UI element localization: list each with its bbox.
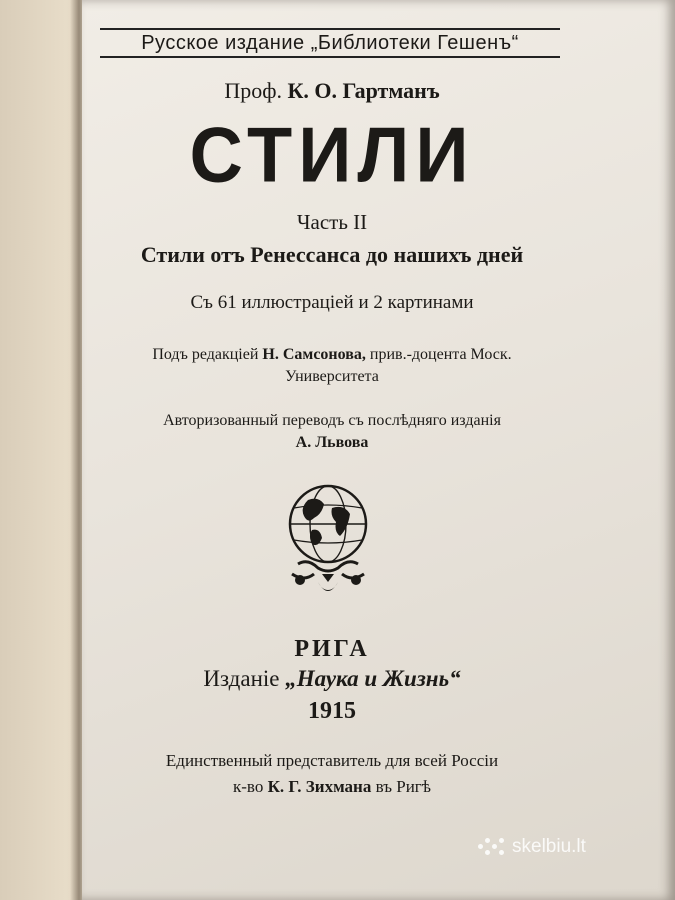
watermark-logo-icon	[478, 836, 506, 858]
series-banner	[100, 28, 560, 58]
publication-year: 1915	[308, 698, 356, 724]
author-name: К. О. Гартманъ	[287, 78, 440, 103]
translation-line: Авторизованный переводъ съ послѣдняго изданiя	[163, 412, 501, 429]
publisher-prefix: Изданiе	[203, 666, 280, 691]
series-text: Русское издание „Библиотеки Гешенъ“	[141, 31, 519, 54]
watermark-text: skelbiu.lt	[512, 836, 586, 857]
city: РИГА	[294, 636, 370, 662]
publisher-name: „Наука и Жизнь“	[285, 666, 461, 691]
title-page	[82, 0, 675, 900]
book-title: СТИЛИ	[189, 110, 475, 199]
distributor-name: К. Г. Зихмана	[267, 777, 372, 796]
distributor-line1: Единственный представитель для всей Россiи	[165, 751, 499, 770]
translation-credit	[82, 410, 582, 454]
distributor-note	[82, 748, 582, 800]
editor-name: Н. Самсонова,	[262, 346, 366, 363]
author-line	[82, 78, 582, 104]
publisher-line	[82, 666, 582, 692]
distributor-suffix: въ Ригѣ	[375, 777, 431, 796]
editor-credit	[82, 344, 582, 388]
watermark	[478, 836, 586, 858]
distributor-prefix: к-во	[232, 777, 264, 796]
translator-name: А. Львова	[295, 434, 369, 451]
part-number: Часть II	[296, 210, 368, 234]
subtitle: Стили отъ Ренессанса до нашихъ дней	[140, 242, 524, 267]
editor-line2: Университета	[285, 368, 379, 385]
author-prefix: Проф.	[224, 78, 282, 103]
illustrations-note: Съ 61 иллюстрацiей и 2 картинами	[190, 292, 474, 313]
editor-suffix: прив.-доцента Моск.	[369, 346, 512, 363]
editor-prefix: Подъ редакцiей	[152, 346, 259, 363]
globe-emblem-icon	[278, 478, 378, 608]
